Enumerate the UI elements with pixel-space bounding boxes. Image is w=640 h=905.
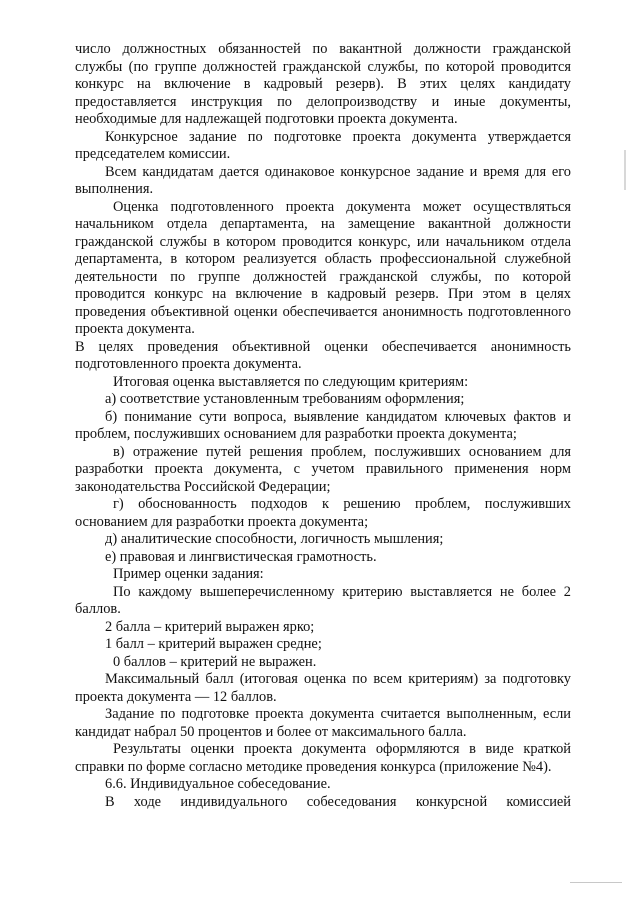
paragraph-max-per-criterion: По каждому вышеперечисленному критерию выставляется не более 2 баллов. bbox=[75, 583, 571, 617]
score-1: 1 балл – критерий выражен средне; bbox=[105, 636, 322, 652]
section-heading-interview: 6.6. Индивидуальное собеседование. bbox=[105, 776, 331, 792]
document-body bbox=[75, 41, 571, 811]
paragraph-same-assignment: Всем кандидатам дается одинаковое конкурсное задание и время для его выполнения. bbox=[75, 163, 571, 197]
paragraph-evaluation-by: Оценка подготовленного проекта документа может осуществляться начальником отдела департамента, на замещение вакантной должности гражданской службы в котором проводится конкурс, или начальником отдела департамента, в котором реализуется область профессиональной служебной деятельности по группе должностей гражданской службы, по которой проводится конкурс на включение в кадровый резерв. При этом в целях проведения объективной оценки обеспечивается анонимность подготовленного проекта документа. bbox=[75, 198, 571, 337]
paragraph-criteria-intro: Итоговая оценка выставляется по следующим критериям: bbox=[113, 373, 469, 390]
paragraph-anonymity: В целях проведения объективной оценки обеспечивается анонимность подготовленного проекта документа. bbox=[75, 338, 571, 372]
criterion-a: а) соответствие установленным требованиям оформления; bbox=[105, 391, 465, 407]
criterion-c: в) отражение путей решения проблем, послуживших основанием для разработки проекта документа, с учетом правильного применения норм законодательства Российской Федерации; bbox=[75, 443, 571, 495]
criterion-b: б) понимание сути вопроса, выявление кандидатом ключевых фактов и проблем, послуживших основанием для разработки проекта документа; bbox=[75, 408, 571, 442]
paragraph-results-reference: Результаты оценки проекта документа оформляются в виде краткой справки по форме согласно методике проведения конкурса (приложение №4). bbox=[75, 741, 571, 775]
score-0: 0 баллов – критерий не выражен. bbox=[113, 653, 317, 670]
paragraph-example-heading: Пример оценки задания: bbox=[113, 566, 264, 582]
paragraph-assignment-approval: Конкурсное задание по подготовке проекта документа утверждается председателем комиссии. bbox=[75, 128, 571, 162]
paragraph-interview-start: В ходе индивидуального собеседования конкурсной комиссией bbox=[105, 793, 571, 810]
criterion-d: г) обоснованность подходов к решению проблем, послуживших основанием для разработки проекта документа; bbox=[75, 496, 571, 530]
criterion-e: д) аналитические способности, логичность мышления; bbox=[105, 531, 444, 547]
paragraph-max-score: Максимальный балл (итоговая оценка по всем критериям) за подготовку проекта документа — 12 баллов. bbox=[75, 671, 571, 705]
paragraph-completion-threshold: Задание по подготовке проекта документа считается выполненным, если кандидат набрал 50 процентов и более от максимального балла. bbox=[75, 706, 571, 740]
scan-artifact-right bbox=[624, 150, 626, 190]
paragraph-continuation: число должностных обязанностей по вакантной должности гражданской службы (по группе должностей гражданской службы, по которой проводится конкурс на включение в кадровый резерв). В этих целях кандидату предоставляется инструкция по делопроизводству и иные документы, необходимые для надлежащей подготовки проекта документа. bbox=[75, 41, 571, 127]
score-2: 2 балла – критерий выражен ярко; bbox=[105, 618, 315, 635]
scan-artifact-bottom bbox=[570, 882, 622, 883]
criterion-f: е) правовая и лингвистическая грамотность. bbox=[105, 548, 377, 565]
